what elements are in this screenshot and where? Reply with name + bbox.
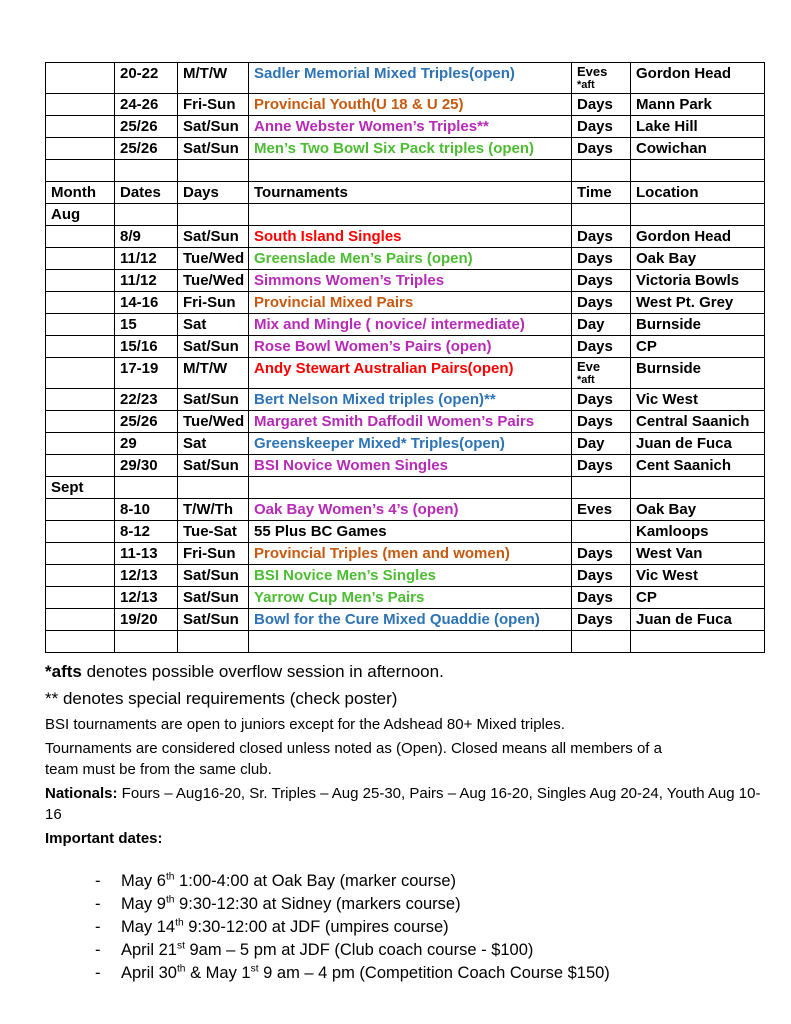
- tournament-cell: [249, 160, 572, 182]
- tournament-cell: Anne Webster Women’s Triples**: [249, 116, 572, 138]
- location-cell: Gordon Head: [631, 63, 765, 94]
- days-cell: T/W/Th: [178, 499, 249, 521]
- dates-cell: 19/20: [115, 609, 178, 631]
- month-cell: Aug: [46, 204, 115, 226]
- tournament-cell: Bowl for the Cure Mixed Quaddie (open): [249, 609, 572, 631]
- dates-cell: 11-13: [115, 543, 178, 565]
- dates-cell: [115, 160, 178, 182]
- ordinal-suffix: th: [176, 963, 186, 975]
- location-cell: Mann Park: [631, 94, 765, 116]
- tournament-cell: Men’s Two Bowl Six Pack triples (open): [249, 138, 572, 160]
- location-cell: Lake Hill: [631, 116, 765, 138]
- note-text: Tournaments are considered closed unless noted as (Open). Closed means all members of a team must be from the same club.: [45, 740, 662, 778]
- days-cell: Sat/Sun: [178, 226, 249, 248]
- tournament-cell: Mix and Mingle ( novice/ intermediate): [249, 314, 572, 336]
- month-cell: [46, 358, 115, 389]
- dates-cell: 15/16: [115, 336, 178, 358]
- table-row: [46, 521, 765, 543]
- time-cell: Eves *aft: [572, 63, 631, 94]
- time-cell: [572, 204, 631, 226]
- dates-cell: Dates: [115, 182, 178, 204]
- location-cell: Vic West: [631, 389, 765, 411]
- month-cell: [46, 587, 115, 609]
- location-cell: Vic West: [631, 565, 765, 587]
- tournament-cell: Margaret Smith Daffodil Women’s Pairs: [249, 411, 572, 433]
- location-cell: Location: [631, 182, 765, 204]
- month-cell: [46, 292, 115, 314]
- date-text: May 9: [121, 895, 166, 913]
- time-cell: [572, 521, 631, 543]
- table-row: [46, 270, 765, 292]
- table-row: [46, 138, 765, 160]
- month-cell: Month: [46, 182, 115, 204]
- days-cell: Tue/Wed: [178, 248, 249, 270]
- month-cell: [46, 314, 115, 336]
- important-date-item: [95, 963, 791, 983]
- note-closed-definition: [45, 738, 697, 780]
- month-cell: [46, 411, 115, 433]
- ordinal-suffix: th: [175, 917, 184, 929]
- days-cell: Tue/Wed: [178, 411, 249, 433]
- time-cell: Days: [572, 609, 631, 631]
- location-cell: CP: [631, 587, 765, 609]
- month-cell: [46, 226, 115, 248]
- month-cell: [46, 499, 115, 521]
- table-row: [46, 587, 765, 609]
- location-cell: Oak Bay: [631, 499, 765, 521]
- important-dates-list: [0, 871, 791, 983]
- table-row: [46, 116, 765, 138]
- table-row: [46, 292, 765, 314]
- days-cell: Sat: [178, 433, 249, 455]
- table-row: [46, 609, 765, 631]
- date-text: April 21: [121, 941, 177, 959]
- bullet-dash: -: [95, 964, 101, 982]
- table-row: [46, 314, 765, 336]
- month-cell: [46, 248, 115, 270]
- month-cell: [46, 389, 115, 411]
- days-cell: Sat/Sun: [178, 138, 249, 160]
- dates-cell: 25/26: [115, 138, 178, 160]
- location-cell: Cent Saanich: [631, 455, 765, 477]
- dates-cell: 8/9: [115, 226, 178, 248]
- note-important-dates-heading: [45, 828, 761, 849]
- dates-cell: 17-19: [115, 358, 178, 389]
- dates-cell: 8-10: [115, 499, 178, 521]
- table-row: [46, 411, 765, 433]
- location-cell: Juan de Fuca: [631, 433, 765, 455]
- time-cell: Eves: [572, 499, 631, 521]
- schedule-table-body: [46, 63, 765, 653]
- time-cell: Time: [572, 182, 631, 204]
- time-cell: Days: [572, 543, 631, 565]
- time-cell: Days: [572, 587, 631, 609]
- month-cell: [46, 63, 115, 94]
- dates-cell: 11/12: [115, 270, 178, 292]
- month-cell: [46, 94, 115, 116]
- time-cell: Days: [572, 226, 631, 248]
- note-text: denotes possible overflow session in afternoon.: [81, 662, 444, 681]
- dates-cell: 25/26: [115, 411, 178, 433]
- days-cell: [178, 631, 249, 653]
- ordinal-suffix: th: [165, 894, 175, 906]
- month-cell: Sept: [46, 477, 115, 499]
- table-row: [46, 248, 765, 270]
- days-cell: Sat: [178, 314, 249, 336]
- note-bold-text: Nationals:: [45, 785, 118, 802]
- bullet-dash: -: [95, 872, 101, 890]
- note-bold-text: *afts: [45, 662, 82, 681]
- days-cell: M/T/W: [178, 63, 249, 94]
- time-cell: [572, 160, 631, 182]
- table-row: [46, 565, 765, 587]
- time-overflow-label: *aft: [577, 374, 595, 386]
- date-text: 9 am – 4 pm (Competition Coach Course $150): [258, 964, 610, 982]
- dates-cell: 25/26: [115, 116, 178, 138]
- important-date-item: [95, 871, 791, 891]
- time-cell: [572, 477, 631, 499]
- important-date-item: [95, 894, 791, 914]
- table-row: [46, 94, 765, 116]
- days-cell: Tue/Wed: [178, 270, 249, 292]
- time-cell: Days: [572, 270, 631, 292]
- note-bsi-juniors: [45, 714, 761, 735]
- column-header-row: [46, 182, 765, 204]
- days-cell: M/T/W: [178, 358, 249, 389]
- month-cell: [46, 138, 115, 160]
- ordinal-suffix: st: [250, 963, 259, 975]
- location-cell: Gordon Head: [631, 226, 765, 248]
- note-bold-text: Important dates:: [45, 830, 163, 847]
- location-cell: Juan de Fuca: [631, 609, 765, 631]
- bullet-dash: -: [95, 895, 101, 913]
- time-cell: Days: [572, 565, 631, 587]
- date-text: April 30: [121, 964, 177, 982]
- month-cell: [46, 270, 115, 292]
- location-cell: [631, 477, 765, 499]
- days-cell: Fri-Sun: [178, 543, 249, 565]
- date-text: & May 1: [185, 964, 251, 982]
- time-cell: Days: [572, 389, 631, 411]
- date-text: 9:30-12:30 at Sidney (markers course): [174, 895, 461, 913]
- tournament-cell: BSI Novice Women Singles: [249, 455, 572, 477]
- note-text: ** denotes special requirements (check poster): [45, 689, 398, 708]
- date-text: 1:00-4:00 at Oak Bay (marker course): [174, 872, 456, 890]
- days-cell: Sat/Sun: [178, 336, 249, 358]
- tournament-cell: Yarrow Cup Men’s Pairs: [249, 587, 572, 609]
- location-cell: West Pt. Grey: [631, 292, 765, 314]
- days-cell: Fri-Sun: [178, 94, 249, 116]
- location-cell: West Van: [631, 543, 765, 565]
- empty-row: [46, 631, 765, 653]
- tournament-cell: Provincial Triples (men and women): [249, 543, 572, 565]
- time-cell: [572, 631, 631, 653]
- important-date-item: [95, 940, 791, 960]
- table-row: [46, 389, 765, 411]
- time-overflow-label: *aft: [577, 79, 595, 91]
- tournament-cell: Andy Stewart Australian Pairs(open): [249, 358, 572, 389]
- tournament-schedule-table: [45, 62, 765, 653]
- month-cell: [46, 455, 115, 477]
- ordinal-suffix: st: [176, 940, 185, 952]
- tournament-cell: Provincial Mixed Pairs: [249, 292, 572, 314]
- location-cell: CP: [631, 336, 765, 358]
- dates-cell: [115, 204, 178, 226]
- location-cell: Burnside: [631, 314, 765, 336]
- days-cell: Sat/Sun: [178, 389, 249, 411]
- month-cell: [46, 116, 115, 138]
- month-row: [46, 204, 765, 226]
- important-date-item: [95, 917, 791, 937]
- bullet-dash: -: [95, 918, 101, 936]
- bullet-dash: -: [95, 941, 101, 959]
- location-cell: Central Saanich: [631, 411, 765, 433]
- table-row: [46, 499, 765, 521]
- location-cell: [631, 204, 765, 226]
- month-cell: [46, 433, 115, 455]
- days-cell: Tue-Sat: [178, 521, 249, 543]
- tournament-cell: 55 Plus BC Games: [249, 521, 572, 543]
- time-cell: Days: [572, 292, 631, 314]
- note-text: BSI tournaments are open to juniors except for the Adshead 80+ Mixed triples.: [45, 716, 565, 733]
- tournament-cell: Provincial Youth(U 18 & U 25): [249, 94, 572, 116]
- date-text: 9:30-12:00 at JDF (umpires course): [183, 918, 449, 936]
- table-row: [46, 336, 765, 358]
- notes-section: [0, 653, 761, 849]
- tournament-cell: BSI Novice Men’s Singles: [249, 565, 572, 587]
- date-text: May 14: [121, 918, 176, 936]
- note-nationals: [45, 783, 761, 825]
- days-cell: [178, 477, 249, 499]
- time-cell: Days: [572, 94, 631, 116]
- location-cell: Victoria Bowls: [631, 270, 765, 292]
- month-cell: [46, 565, 115, 587]
- tournament-cell: Greenslade Men’s Pairs (open): [249, 248, 572, 270]
- empty-row: [46, 160, 765, 182]
- month-cell: [46, 160, 115, 182]
- days-cell: [178, 204, 249, 226]
- time-cell: Days: [572, 248, 631, 270]
- dates-cell: 20-22: [115, 63, 178, 94]
- tournament-cell: [249, 204, 572, 226]
- date-text: 9am – 5 pm at JDF (Club coach course - $100): [184, 941, 534, 959]
- dates-cell: 24-26: [115, 94, 178, 116]
- days-cell: Sat/Sun: [178, 565, 249, 587]
- time-cell: Days: [572, 116, 631, 138]
- date-text: May 6: [121, 872, 166, 890]
- note-special-requirements: [45, 687, 761, 710]
- location-cell: [631, 631, 765, 653]
- dates-cell: [115, 477, 178, 499]
- table-row: [46, 455, 765, 477]
- table-row: [46, 358, 765, 389]
- days-cell: [178, 160, 249, 182]
- days-cell: Sat/Sun: [178, 609, 249, 631]
- month-row: [46, 477, 765, 499]
- table-row: [46, 226, 765, 248]
- tournament-cell: [249, 477, 572, 499]
- month-cell: [46, 609, 115, 631]
- table-row: [46, 433, 765, 455]
- dates-cell: 29/30: [115, 455, 178, 477]
- time-cell: Days: [572, 455, 631, 477]
- time-cell: Day: [572, 433, 631, 455]
- dates-cell: 8-12: [115, 521, 178, 543]
- dates-cell: 29: [115, 433, 178, 455]
- location-cell: Kamloops: [631, 521, 765, 543]
- tournament-cell: Simmons Women’s Triples: [249, 270, 572, 292]
- time-cell: Days: [572, 411, 631, 433]
- dates-cell: [115, 631, 178, 653]
- location-cell: Cowichan: [631, 138, 765, 160]
- time-cell: Day: [572, 314, 631, 336]
- note-afts: [45, 660, 761, 683]
- dates-cell: 22/23: [115, 389, 178, 411]
- days-cell: Sat/Sun: [178, 587, 249, 609]
- tournament-cell: [249, 631, 572, 653]
- tournament-cell: Tournaments: [249, 182, 572, 204]
- dates-cell: 15: [115, 314, 178, 336]
- dates-cell: 12/13: [115, 565, 178, 587]
- dates-cell: 11/12: [115, 248, 178, 270]
- tournament-cell: Greenskeeper Mixed* Triples(open): [249, 433, 572, 455]
- location-cell: Burnside: [631, 358, 765, 389]
- location-cell: [631, 160, 765, 182]
- tournament-cell: South Island Singles: [249, 226, 572, 248]
- dates-cell: 12/13: [115, 587, 178, 609]
- days-cell: Sat/Sun: [178, 455, 249, 477]
- time-cell: Days: [572, 138, 631, 160]
- table-row: [46, 543, 765, 565]
- ordinal-suffix: th: [165, 871, 175, 883]
- days-cell: Sat/Sun: [178, 116, 249, 138]
- days-cell: Fri-Sun: [178, 292, 249, 314]
- tournament-cell: Oak Bay Women’s 4’s (open): [249, 499, 572, 521]
- month-cell: [46, 631, 115, 653]
- tournament-cell: Sadler Memorial Mixed Triples(open): [249, 63, 572, 94]
- days-cell: Days: [178, 182, 249, 204]
- month-cell: [46, 336, 115, 358]
- tournament-cell: Bert Nelson Mixed triples (open)**: [249, 389, 572, 411]
- time-cell: Days: [572, 336, 631, 358]
- dates-cell: 14-16: [115, 292, 178, 314]
- time-cell: Eve *aft: [572, 358, 631, 389]
- table-row: [46, 63, 765, 94]
- month-cell: [46, 543, 115, 565]
- location-cell: Oak Bay: [631, 248, 765, 270]
- tournament-cell: Rose Bowl Women’s Pairs (open): [249, 336, 572, 358]
- month-cell: [46, 521, 115, 543]
- note-text: Fours – Aug16-20, Sr. Triples – Aug 25-30, Pairs – Aug 16-20, Singles Aug 20-24, Youth Aug 10-16: [45, 785, 761, 823]
